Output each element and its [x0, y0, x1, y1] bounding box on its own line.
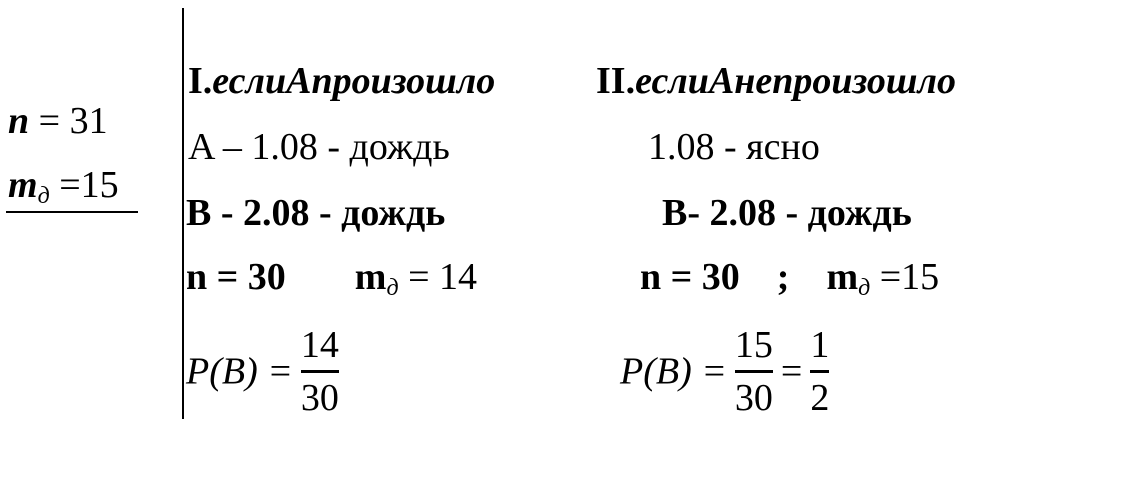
case2-line-a: 1.08 - ясно	[648, 126, 820, 168]
case2-separator: ;	[776, 256, 790, 298]
case1-n-eq: n = 30	[186, 256, 286, 298]
n-variable: n	[8, 100, 30, 142]
case1-p-lhs: P(B) =	[186, 350, 293, 393]
case1-line-b: B - 2.08 - дождь	[186, 192, 446, 234]
case2-fraction-bar-1	[735, 370, 773, 373]
case1-m-eq: = 14	[398, 256, 478, 298]
case1-line-a: A – 1.08 - дождь	[188, 126, 450, 168]
case2-probability	[620, 326, 833, 417]
case2-p-num: 15	[734, 324, 773, 366]
case2-p2-den: 2	[810, 377, 830, 419]
case1-n-m	[186, 256, 478, 301]
case2-p2-num: 1	[810, 324, 830, 366]
given-n	[8, 102, 108, 140]
case2-fraction-2	[810, 326, 829, 417]
case2-n-m	[640, 256, 940, 301]
m-subscript: д	[37, 183, 50, 209]
case1-p-den: 30	[300, 377, 339, 419]
case1-m-sub: д	[386, 275, 399, 301]
case2-fraction-1	[735, 326, 773, 417]
case2-line-b: B- 2.08 - дождь	[662, 192, 912, 234]
case2-m-var: m	[826, 256, 859, 298]
m-variable: m	[8, 164, 38, 206]
case2-title	[596, 62, 956, 100]
n-value: = 31	[29, 100, 108, 142]
case2-m-sub: д	[858, 275, 871, 301]
case1-title-text: еслиАпроизошло	[212, 60, 496, 102]
case1-m-var: m	[354, 256, 387, 298]
given-underline	[6, 211, 138, 213]
case2-equals: =	[780, 350, 803, 393]
case1-fraction-bar	[301, 370, 339, 373]
case2-m-eq: =15	[870, 256, 940, 298]
case1-p-num: 14	[300, 324, 339, 366]
case2-p-den: 30	[734, 377, 773, 419]
case2-title-text: еслиАнепроизошло	[635, 60, 956, 102]
case1-roman: I.	[188, 60, 213, 102]
vertical-divider	[182, 8, 184, 419]
case2-fraction-bar-2	[810, 370, 829, 373]
case2-n-eq: n = 30	[640, 256, 740, 298]
case2-roman: II.	[596, 60, 636, 102]
case1-probability	[186, 326, 343, 417]
case1-title	[188, 62, 495, 100]
case1-fraction	[301, 326, 339, 417]
m-value: =15	[49, 164, 119, 206]
case2-p-lhs: P(B) =	[620, 350, 727, 393]
given-m	[8, 164, 119, 209]
